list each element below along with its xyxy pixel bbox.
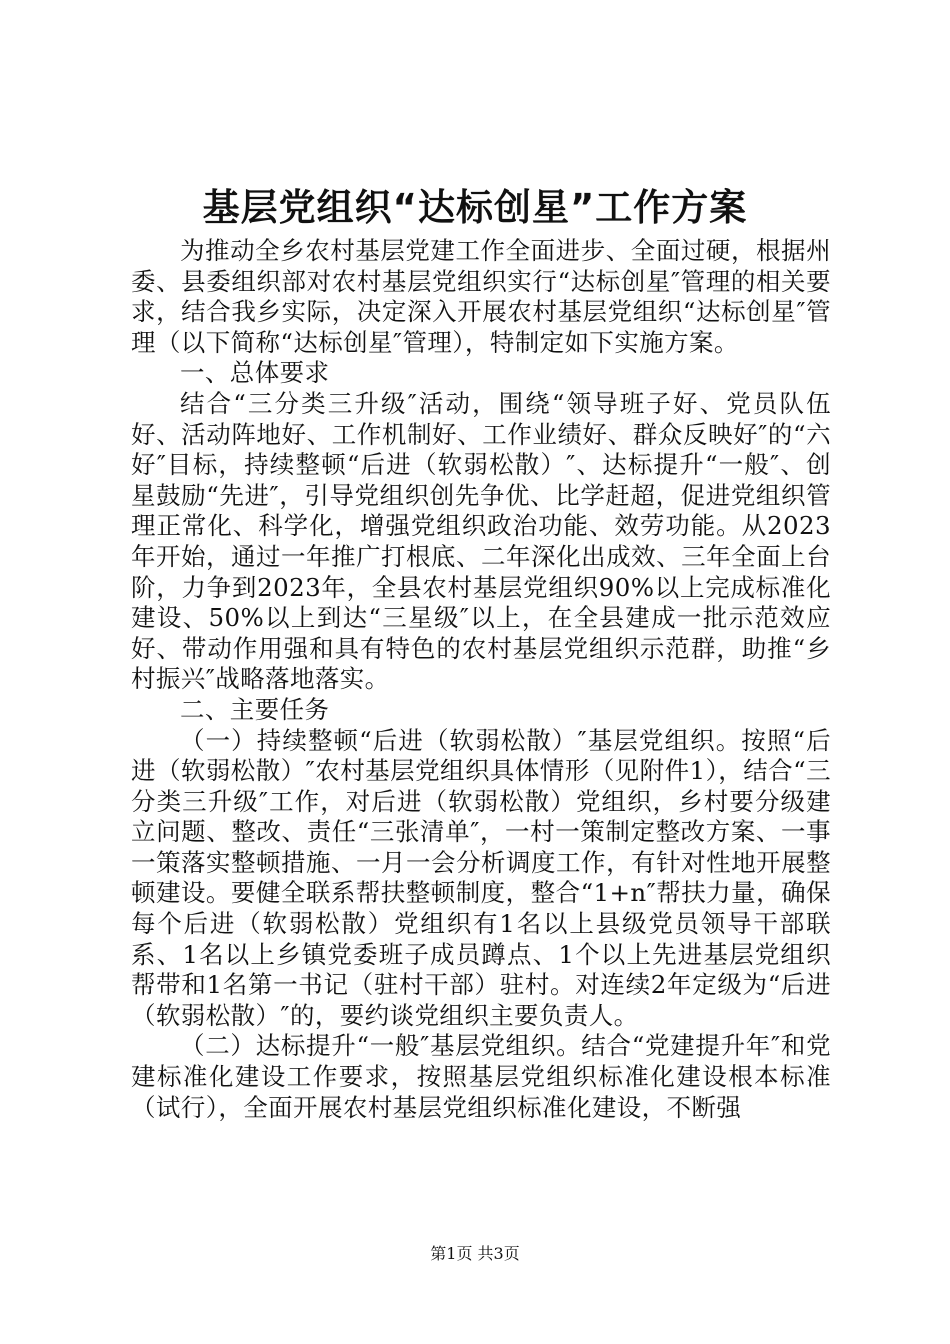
page-footer: 第1页 共3页 [430,1244,520,1263]
intro-paragraph: 为推动全乡农村基层党建工作全面进步、全面过硬，根据州委、县委组织部对农村基层党组织实行“达标创星″管理的相关要求，结合我乡实际，决定深入开展农村基层党组织“达标创星″管理（以下简称“达标创星″管理），特制定如下实施方案。 [131,236,831,357]
task-one-paragraph: （一）持续整顿“后进（软弱松散）″基层党组织。按照“后进（软弱松散）″农村基层党组织具体情形（见附件1），结合“三分类三升级″工作，对后进（软弱松散）党组织，乡村要分级建立问题、整改、责任“三张清单″，一村一策制定整改方案、一事一策落实整顿措施、一月一会分析调度工作，有针对性地开展整顿建设。要健全联系帮扶整顿制度，整合“1+n″帮扶力量，确保每个后进（软弱松散）党组织有1名以上县级党员领导干部联系、1名以上乡镇党委班子成员蹲点、1个以上先进基层党组织帮带和1名第一书记（驻村干部）驻村。对连续2年定级为“后进（软弱松散）″的，要约谈党组织主要负责人。 [131,725,831,1030]
task-two-paragraph: （二）达标提升“一般″基层党组织。结合“党建提升年″和党建标准化建设工作要求，按照基层党组织标准化建设根本标准（试行），全面开展农村基层党组织标准化建设，不断强 [131,1031,831,1122]
document-title: 基层党组织“达标创星”工作方案 [202,186,748,229]
document-body [131,236,831,1123]
section-heading-main-tasks: 二、主要任务 [180,694,330,724]
general-requirements-paragraph: 结合“三分类三升级″活动，围绕“领导班子好、党员队伍好、活动阵地好、工作机制好、工作业绩好、群众反映好″的“六好″目标，持续整顿“后进（软弱松散）″、达标提升“一般″、创星鼓励“先进″，引导党组织创先争优、比学赶超，促进党组织管理正常化、科学化，增强党组织政治功能、效劳功能。从2023年开始，通过一年推广打根底、二年深化出成效、三年全面上台阶，力争到2023年，全县农村基层党组织90%以上完成标准化建设、50%以上到达“三星级″以上，在全县建成一批示范效应好、带动作用强和具有特色的农村基层党组织示范群，助推“乡村振兴″战略落地落实。 [131,388,831,694]
section-heading-general-requirements: 一、总体要求 [180,358,330,388]
